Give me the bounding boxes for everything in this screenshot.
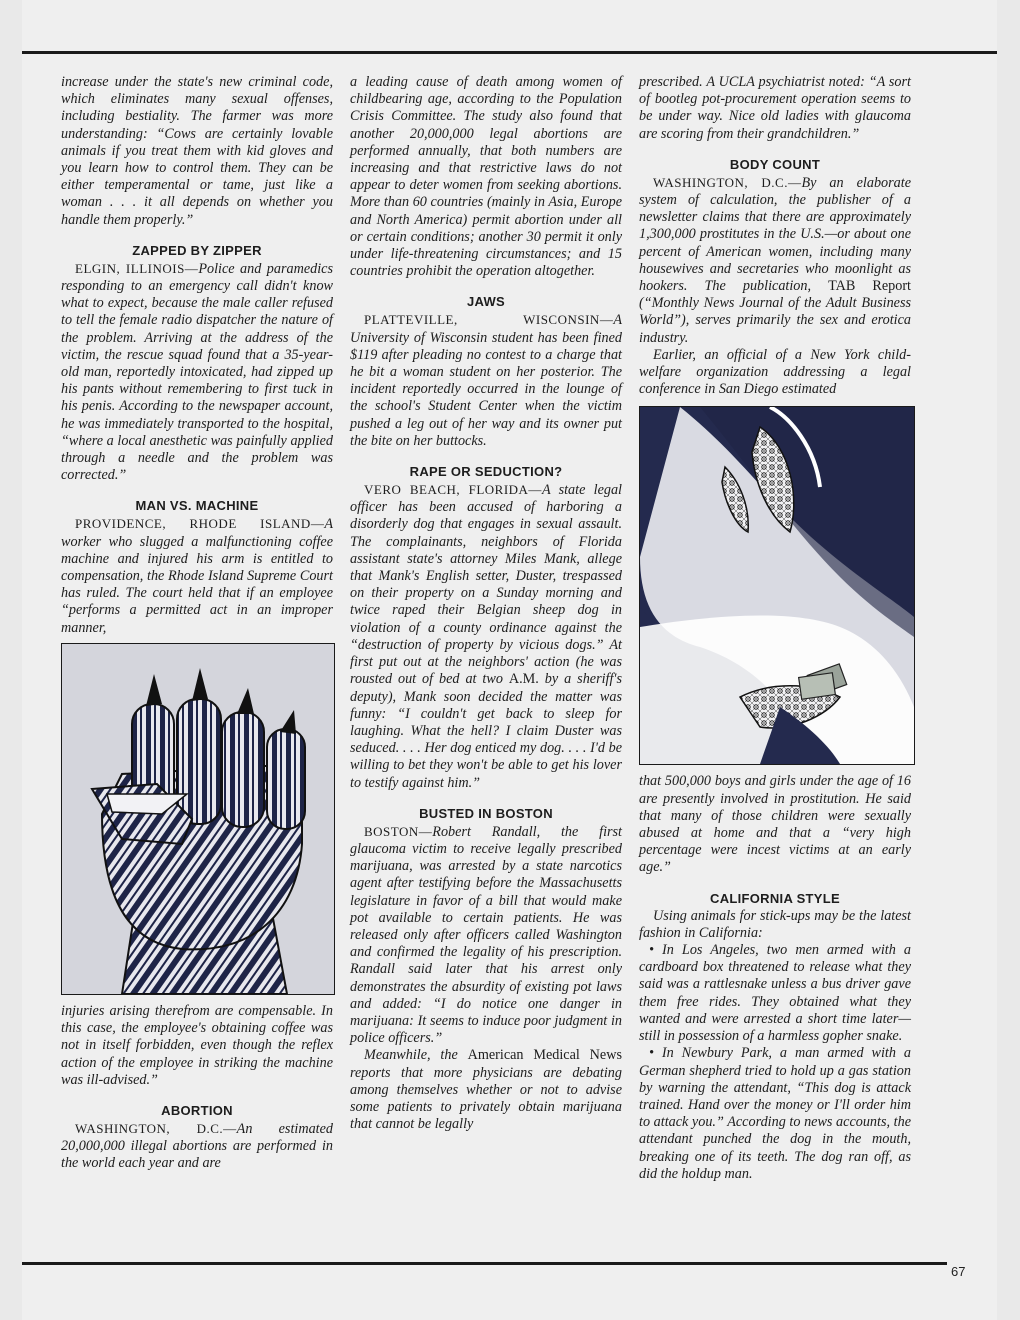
paragraph: that 500,000 boys and girls under the age of 16 are presently involved in prostitution. He said that many of those children were sexually abused at home and that a “very high percentage were incest victims at an early age.” [639,773,911,876]
dateline: WASHINGTON, D.C.— [653,174,802,190]
article-text: A state legal officer has been accused of harboring a disorderly dog that engages in sexual assault. The complainants, neighbors of Florida assistant state's attorney Miles Mank, allege that Mank's English setter, Duster, trespassed on their property on a Sunday morning and twice raped their Belgian sheep dog in violation of a county ordinance against the “destruction of property by vicious dogs.” At first put out at the neighbors' action (he was rousted out of bed at two [350,482,622,688]
paragraph: a leading cause of death among women of childbearing age, according to the Population Crisis Committee. The study also found that another 20,000,000 legal abortions are performed annually, that both numbers are increasing and that restrictive laws do not appear to deter women from seeking abortions. More than 60 countries (mainly in Asia, Europe and North America) permit abortion under all or certain conditions; another 30 permit it only under life-threatening circumstances; and 15 countries prohibit the operation altogether. [350,74,622,280]
paragraph: injuries arising therefrom are compensable. In this case, the employee's obtaining coffee was not in itself forbidden, even though the reflex action of the employee in striking the machine was ill-advised.” [61,1002,333,1088]
column-2 [350,74,622,1133]
column-1 [61,74,333,1173]
section-heading: BUSTED IN BOSTON [419,805,553,821]
dateline: BOSTON— [364,823,433,839]
paragraph [350,1047,622,1133]
paragraph [61,515,333,636]
article-text: An estimated 20,000,000 illegal abortions are performed in the world each year and are [61,1120,334,1172]
section-heading: RAPE OR SEDUCTION? [409,464,563,480]
lingerie-cash-illustration [639,406,915,765]
publication-name: American Medical News [467,1047,622,1064]
article-text: Police and paramedics responding to an emergency call didn't know what to expect, because the male caller refused to tell the female radio dispatcher the nature of the problem. Arriving at the address of the victim, the rescue squad found that a 35-year-old man, reportedly intoxicated, had zipped up his pants without remembering to first tuck in his penis. According to the newspaper account, he was immediately transported to the hospital, “where a local anesthetic was painfully applied through a needle and the problem was corrected.” [61,260,333,484]
section-heading: ABORTION [161,1102,233,1118]
article-text: A worker who slugged a malfunctioning coffee machine and injured his arm is entitled to compensation, the Rhode Island Supreme Court has ruled. The court held that if an employee “performs a permitted act in an improper manner, [61,516,333,636]
paragraph: Earlier, an official of a New York child-welfare organization addressing a legal conference in San Diego estimated [639,346,911,398]
paragraph [639,174,911,347]
paragraph [61,1120,333,1173]
section-heading: CALIFORNIA STYLE [710,890,840,906]
top-rule [22,51,997,54]
section-heading: MAN VS. MACHINE [135,498,259,514]
dateline: VERO BEACH, FLORIDA— [364,482,542,498]
paragraph [350,311,622,450]
article-text: Robert Randall, the first glaucoma victim to receive legally prescribed marijuana, was arrested by a state narcotics agent after testifying before the Massachusetts legislature in favor of a bill that would make pot available to certain patients. He was released only after officers called Washington and confirmed the legality of his prescription. Randall said later that his arrest only demonstrates the absurdity of existing pot laws and added: “I do notice one danger in marijuana: It seems to induce poor judgment in police officers.” [350,823,622,1047]
section-heading: ZAPPED BY ZIPPER [132,242,262,258]
paragraph: • In Los Angeles, two men armed with a cardboard box threatened to release what they said was a rattlesnake unless a bus driver gave them free rides. They obtained what they wanted and were arrested a short time later—still in possession of a harmless gopher snake. [639,942,911,1045]
article-text: (“Monthly News Journal of the Adult Business World”), serves primarily the sex and erotica industry. [639,295,911,346]
paragraph [350,823,622,1048]
page-number: 67 [951,1264,966,1279]
dateline: PLATTEVILLE, WISCONSIN— [364,312,614,328]
time-abbrev: A.M. [508,671,539,688]
dateline: ELGIN, ILLINOIS— [75,260,199,276]
column-3 [639,74,911,1183]
dateline: PROVIDENCE, RHODE ISLAND— [75,516,325,532]
paragraph: • In Newbury Park, a man armed with a German shepherd tried to hold up a gas station by warning the attendant, “This dog is attack trained. Hand over the money or I'll order him to attack you.” According to news accounts, the attendant punched the dog in the mouth, breaking one of its teeth. The dog ran off, as did the holdup man. [639,1045,911,1182]
article-text: reports that more physicians are debating among themselves whether or not to advise some patients to privately obtain marijuana that cannot be legally [350,1064,622,1133]
section-heading: BODY COUNT [729,156,821,172]
paragraph: prescribed. A UCLA psychiatrist noted: “A sort of bootleg pot-procurement operation seems to be under way. Nice old ladies with glaucoma are scoring from their grandchildren.” [639,74,911,142]
article-text: A University of Wisconsin student has been fined $119 after pleading no contest to a charge that he bit a woman student on her posterior. The incident reportedly occurred in the lounge of the school's Student Center when the victim pushed a leg out of her way and its owner put the bite on her buttocks. [350,312,622,449]
article-text: Meanwhile, the [364,1047,468,1064]
dateline: WASHINGTON, D.C.— [75,1120,237,1136]
paragraph: increase under the state's new criminal code, which eliminates many sexual offenses, including bestiality. The farmer was more understanding: “Cows are certainly lovable animals if you treat them with kid gloves and you learn how to control them. They can be either temperamental or tame, just like a woman . . . it all depends on whether you handle them properly.” [61,74,333,228]
article-text: by a sheriff's deputy), Mank soon decided the matter was funny: “I couldn't get back to sleep for laughing. What the hell? I claim Duster was seduced. . . . Her dog enticed my dog. . . . I'd be willing to bet they won't be able to get his lover to testify against him.” [350,671,622,791]
paragraph: Using animals for stick-ups may be the latest fashion in California: [639,907,911,941]
publication-name: TAB Report [828,278,912,295]
striped-fist-illustration [61,643,335,995]
section-heading: JAWS [466,294,506,310]
article-text: By an elaborate system of calculation, the publisher of a newsletter claims that there are approximately 1,300,000 prostitutes in the U.S.—or about one percent of American women, including many housewives and secretaries who moonlight as hookers. The publication, [639,174,911,295]
bottom-rule [22,1262,947,1265]
paragraph [350,481,622,792]
paragraph [61,260,333,485]
